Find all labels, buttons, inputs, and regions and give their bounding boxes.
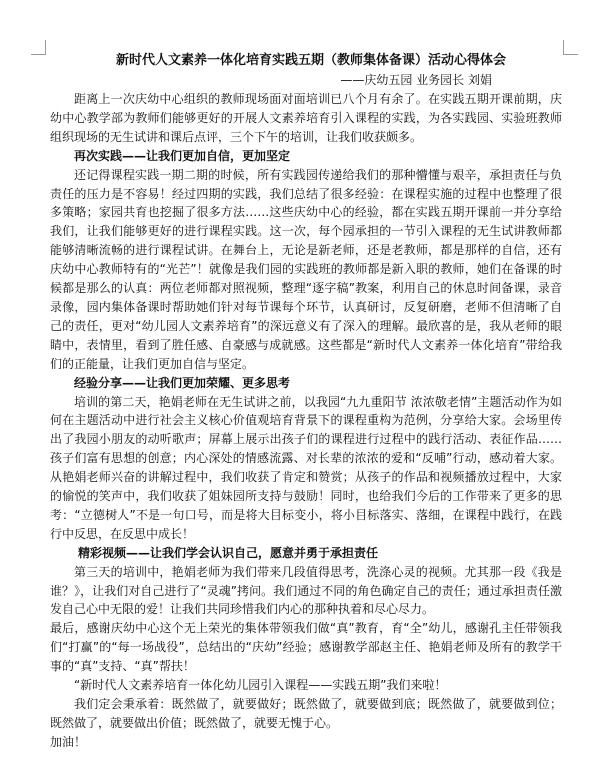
document-title: 新时代人文素养一体化培育实践五期（教师集体备课）活动心得体会 [115,53,506,68]
paragraph-closing: 加油！ [50,734,87,749]
section-heading-1: 再次实践——让我们更加自信，更加坚定 [74,148,291,163]
paragraph-slogan: “新时代人文素养培育一体化幼儿园引入课程——实践五期”我们来啦！ [74,678,447,693]
paragraph-thanks: 最后，感谢庆幼中心这个无上荣光的集体带领我们做“真”教育，育“全”幼儿，感谢孔主任带领我们“打赢”的“每一场战役”，总结出的“庆幼”经验；感谢教学部赵主任、艳娟老师及所有的教学干事的“真”支持、“真”帮扶！ [50,621,562,674]
paragraph-section-1: 还记得课程实践一期二期的时候，所有实践园传递给我们的那种懵懂与艰辛，承担责任与负责任的压力是不容易！经过四期的实践，我们总结了很多经验：在课程实施的过程中也整理了很多策略；家园共育也挖掘了很多方法……这些庆幼中心的经验，都在实践五期开课前一并分享给我们，让我们能够更好的进行课程实践。这一次，每个园承担的一节引入课程的无生试讲教师都能够清晰流畅的进行课程试讲。在舞台上，无论是新老师，还是老教师，都是那样的自信，还有庆幼中心教师特有的“光芒”！就像是我们园的实践班的教师都是新入职的教师，她们在备课的时候都是那么的认真：两位老师都对照视频，整理“逐字稿”教案，利用自己的休息时间备课，录音录像，园内集体备课时帮助她们针对每节课每个环节，认真研讨，反复研磨，老师不但清晰了自己的责任，更对“幼儿园人文素养培育”的深远意义有了深入的理解。最欣喜的是，我从老师的眼睛中，表情里，看到了胜任感、自豪感与成就感。这些都是“新时代人文素养一体化培育”带给我们的正能量，让我们更加自信与坚定。 [50,167,562,371]
crop-mark-top-right [563,40,578,55]
paragraph-section-3: 第三天的培训中，艳娟老师为我们带来几段值得思考，洗涤心灵的视频。尤其那一段《我是谁？》，让我们对自己进行了“灵魂”拷问。我们通过不同的角色确定自己的责任；通过承担责任激发自己心中无限的爱！让我们共同珍惜我们内心的那种执着和尽心尽力。 [50,564,562,617]
crop-mark-top-left [31,40,46,55]
section-heading-2: 经验分享——让我们更加荣耀、更多思考 [74,375,291,390]
document-body [50,51,562,752]
paragraph-commitment: 我们定会秉承着：既然做了，就要做好；既然做了，就要做到底；既然做了，就要做到位；既然做了，就要做出价值；既然做了，就要无愧于心。 [50,697,562,730]
section-heading-3: 精彩视频——让我们学会认识自己，愿意并勇于承担责任 [78,545,379,560]
paragraph-section-2: 培训的第二天，艳娟老师在无生试讲之前，以我园“九九重阳节 浓浓敬老情”主题活动作为如何在主题活动中进行社会主义核心价值观培育背景下的课程重构为范例，分享给大家。会场里传出了我园小朋友的动听歌声；屏幕上展示出孩子们的课程进行过程中的践行活动、表征作品……孩子们富有思想的创意；内心深处的情感流露、对长辈的浓浓的爱和“反哺”行动，感动着大家。从艳娟老师兴奋的讲解过程中，我们收获了肯定和赞赏；从孩子的作品和视频播放过程中，大家的愉悦的笑声中，我们收获了姐妹园所支持与鼓励！同时，也给我们今后的工作带来了更多的思考：“立德树人”不是一句口号，而是将大目标变小，将小目标落实、落细，在课程中践行，在践行中反思，在反思中成长！ [50,394,562,541]
document-author: ——庆幼五园 业务园长 刘娟 [340,73,492,87]
paragraph-intro: 距离上一次庆幼中心组织的教师现场面对面培训已八个月有余了。在实践五期开课前期，庆幼中心教学部为教师们能够更好的开展人文素养培育引入课程的实践，为各实践园、实验班教师组织现场的无生试讲和课后点评，三个下午的培训，让我们收获颇多。 [50,92,562,144]
